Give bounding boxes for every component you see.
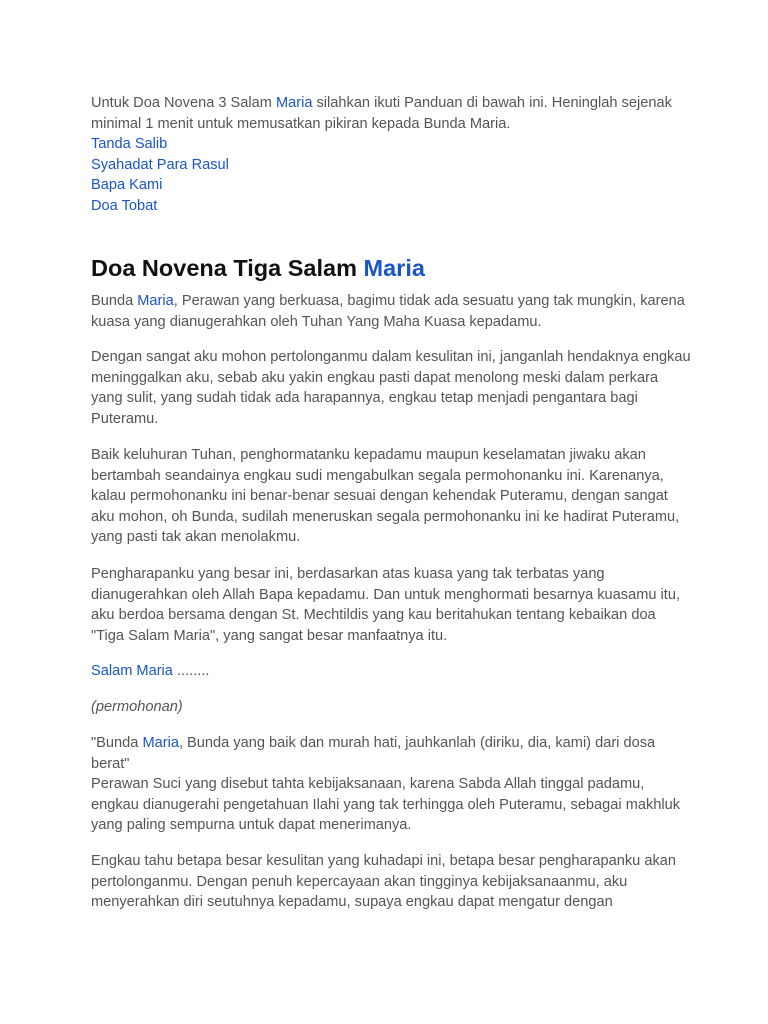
intro-text-before: Untuk Doa Novena 3 Salam [91,95,276,111]
p1-text-after: , Perawan yang berkuasa, bagimu tidak ada sesuatu yang tak mungkin, karena kuasa yang dianugerahkan oleh Tuhan Yang Maha Kuasa kepadamu. [91,293,685,330]
prayer-links-list [91,134,691,216]
paragraph-3: Baik keluhuran Tuhan, penghormatanku kepadamu maupun keselamatan jiwaku akan bertambah seandainya engkau sudi mengabulkan segala permohonanku ini. Karenanya, kalau permohonanku ini benar-benar sesuai dengan kehendak Puteramu, dengan sangat aku mohon, oh Bunda, sudilah meneruskan segala permohonanku ini ke hadirat Puteramu, yang pasti tak akan menolakmu. [91,447,680,545]
p7-text-before: "Bunda [91,735,143,751]
paragraph-4: Pengharapanku yang besar ini, berdasarkan atas kuasa yang tak terbatas yang dianugerahkan oleh Allah Bapa kepadamu. Dan untuk menghormati besarnya kuasamu itu, aku berdoa bersama dengan St. Mechtildis yang kau beritahukan tentang kebaikan doa "Tiga Salam Maria", yang sangat besar manfaatnya itu. [91,566,680,644]
paragraph-1 [91,291,691,332]
intro-maria-link[interactable]: Maria [275,95,313,111]
link-syahadat-para-rasul[interactable]: Syahadat Para Rasul [91,156,229,173]
p1-maria-link[interactable]: Maria [137,293,174,309]
p1-text-before: Bunda [91,293,138,309]
paragraph-6 [91,697,691,718]
paragraph-5 [91,661,691,682]
p7-text-after: , Bunda yang baik dan murah hati, jauhkanlah (diriku, dia, kami) dari dosa berat" [91,735,656,772]
salam-maria-link[interactable]: Salam Maria [91,663,173,679]
p7-line2: Perawan Suci yang disebut tahta kebijaksanaan, karena Sabda Allah tinggal padamu, engkau dianugerahi pengetahuan Ilahi yang tak terhingga oleh Puteramu, sebagai makhluk yang paling sempurna untuk dapat menerimanya. [91,776,681,833]
link-doa-tobat[interactable]: Doa Tobat [91,197,158,214]
paragraph-7 [91,733,691,836]
p7-maria-link[interactable]: Maria [142,735,179,751]
p5-dots: ........ [172,663,210,679]
link-bapa-kami[interactable]: Bapa Kami [91,177,163,193]
intro-paragraph [91,93,691,134]
article-content [91,93,691,910]
paragraph-8: Engkau tahu betapa besar kesulitan yang kuhadapi ini, betapa besar pengharapanku akan pertolonganmu. Dengan penuh kepercayaan akan tingginya kebijaksanaanmu, aku menyerahkan diri seutuhnya kepadamu, supaya engkau dapat mengatur dengan [91,853,677,910]
page-title [91,254,425,282]
title-maria-link[interactable]: Maria [363,255,425,281]
intro-text-after: silahkan ikuti Panduan di bawah ini. Heninglah sejenak minimal 1 menit untuk memusatkan pikiran kepada Bunda Maria. [91,95,672,132]
link-tanda-salib[interactable]: Tanda Salib [91,136,168,152]
paragraph-2: Dengan sangat aku mohon pertolonganmu dalam kesulitan ini, janganlah hendaknya engkau meninggalkan aku, sebab aku yakin engkau pasti dapat menolong meski dalam perkara yang sulit, yang sudah tidak ada harapannya, engkau tetap menjadi pengantara bagi Puteramu. [91,349,691,427]
permohonan-text: (permohonan) [91,699,183,715]
title-text: Doa Novena Tiga Salam [91,255,364,281]
